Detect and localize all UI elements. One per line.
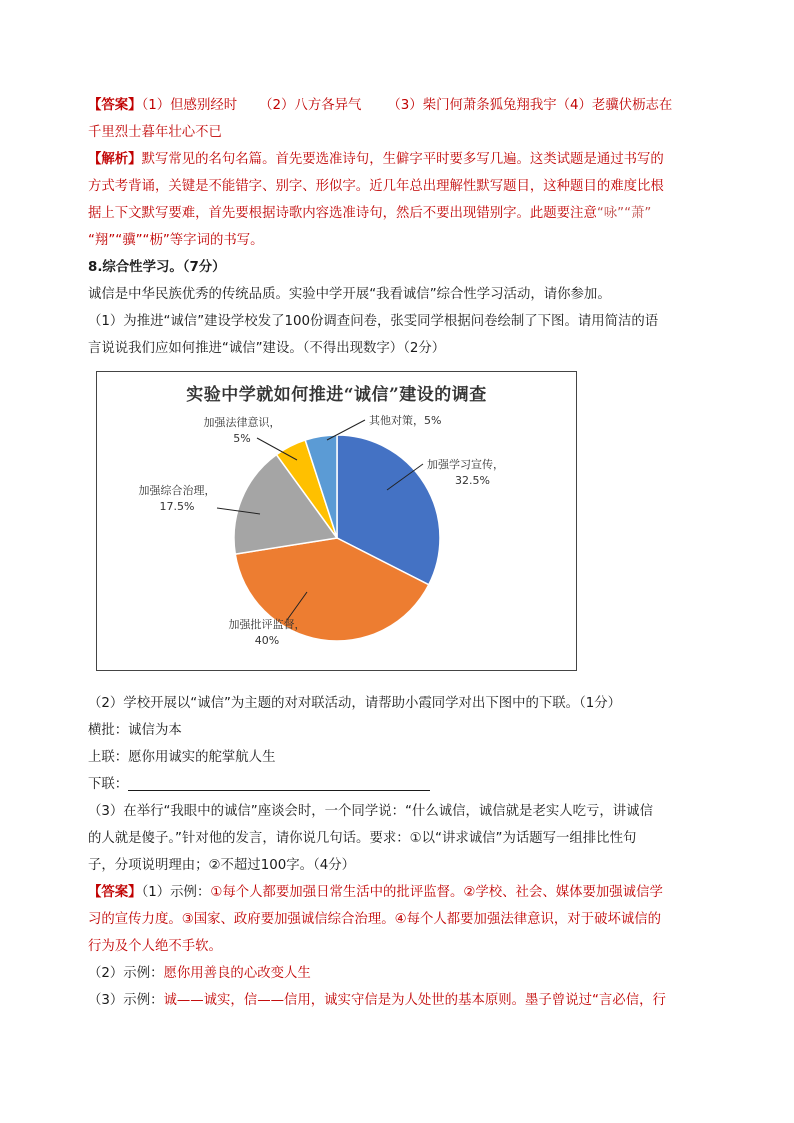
slice-name-0: 加强学习宣传，	[427, 458, 504, 471]
answer1-part2: （2）八方各异气	[259, 98, 362, 113]
pie-chart	[96, 371, 577, 671]
shanglian: 上联：愿你用诚实的舵掌航人生	[88, 750, 276, 765]
analysis-line2: 方式考背诵，关键是不能错字、别字、形似字。近几年总出理解性默写题目，这种题目的难度比根	[88, 179, 664, 194]
slice-value-1: 40%	[254, 634, 280, 647]
answer1-line1	[88, 92, 708, 119]
q8-intro: 诚信是中华民族优秀的传统品质。实验中学开展“我看诚信”综合性学习活动，请你参加。	[88, 287, 611, 302]
q8-part1-line1: （1）为推进“诚信”建设学校发了100份调查问卷，张雯同学根据问卷绘制了下图。请用简洁的语	[88, 314, 659, 329]
slice-value-0: 32.5%	[455, 474, 490, 487]
analysis-line4: “翔”“骥”“枥”等字词的书写。	[88, 233, 264, 248]
analysis-line3: 据上下文默写要难，首先要根据诗歌内容选准诗句，然后不要出现错别字。此题要注意“咏”“萧”	[88, 206, 652, 221]
answer2-line1: 【答案】（1）示例：①每个人都要加强日常生活中的批评监督。②学校、社会、媒体要加强诚信学	[88, 885, 663, 900]
answer2-line3: 行为及个人绝不手软。	[88, 939, 222, 954]
hengpi: 横批：诚信为本	[88, 723, 182, 738]
slice-name-1: 加强批评监督，	[228, 618, 306, 631]
xialian-label: 下联：	[88, 777, 129, 792]
answer-tag: 【答案】	[88, 98, 142, 113]
q8-part3-line3: 子，分项说明理由；②不超过100字。（4分）	[88, 858, 356, 873]
pie-svg	[97, 372, 575, 669]
answer2-line5: （3）示例：诚——诚实，信——信用，诚实守信是为人处世的基本原则。墨子曾说过“言必信，行	[88, 993, 666, 1008]
q8-part2: （2）学校开展以“诚信”为主题的对对联活动，请帮助小霞同学对出下图中的下联。（1分）	[88, 696, 622, 711]
slice-name-2: 加强综合治理，	[138, 484, 216, 497]
q8-part3-line1: （3）在举行“我眼中的诚信”座谈会时，一个同学说：“什么诚信，诚信就是老实人吃亏，讲诚信	[88, 804, 653, 819]
answer1-line2: 千里烈士暮年壮心不已	[88, 125, 222, 140]
q8-part1-line2: 言说说我们应如何推进“诚信”建设。（不得出现数字）（2分）	[88, 341, 446, 356]
analysis-tag: 【解析】	[88, 152, 142, 167]
chart-title: 实验中学就如何推进“诚信”建设的调查	[186, 385, 487, 405]
answer2-tag: 【答案】	[88, 885, 142, 900]
answer1-part1: （1）但感别经时	[141, 98, 238, 113]
q8-heading: 8.综合性学习。（7分）	[88, 260, 226, 275]
slice-value-3: 5%	[233, 432, 251, 445]
xialian-blank[interactable]	[128, 773, 430, 791]
slice-label-4: 其他对策，5%	[369, 414, 442, 427]
q8-part3-line2: 的人就是傻子。”针对他的发言，请你说几句话。要求：①以“讲求诚信”为话题写一组排比性句	[88, 831, 637, 846]
analysis-line1: 【解析】默写常见的名句名篇。首先要选准诗句，生僻字平时要多写几遍。这类试题是通过书写的	[88, 152, 664, 167]
answer2-line2: 习的宣传力度。③国家、政府要加强诚信综合治理。④每个人都要加强法律意识，对于破坏诚信的	[88, 912, 662, 927]
answer1-part3: （3）柴门何萧条狐兔翔我宇（4）老骥伏枥志在	[387, 98, 673, 113]
xialian-line	[88, 771, 708, 798]
slice-value-2: 17.5%	[159, 500, 195, 513]
slice-name-3: 加强法律意识，	[203, 416, 281, 429]
answer2-line4: （2）示例：愿你用善良的心改变人生	[88, 966, 311, 981]
